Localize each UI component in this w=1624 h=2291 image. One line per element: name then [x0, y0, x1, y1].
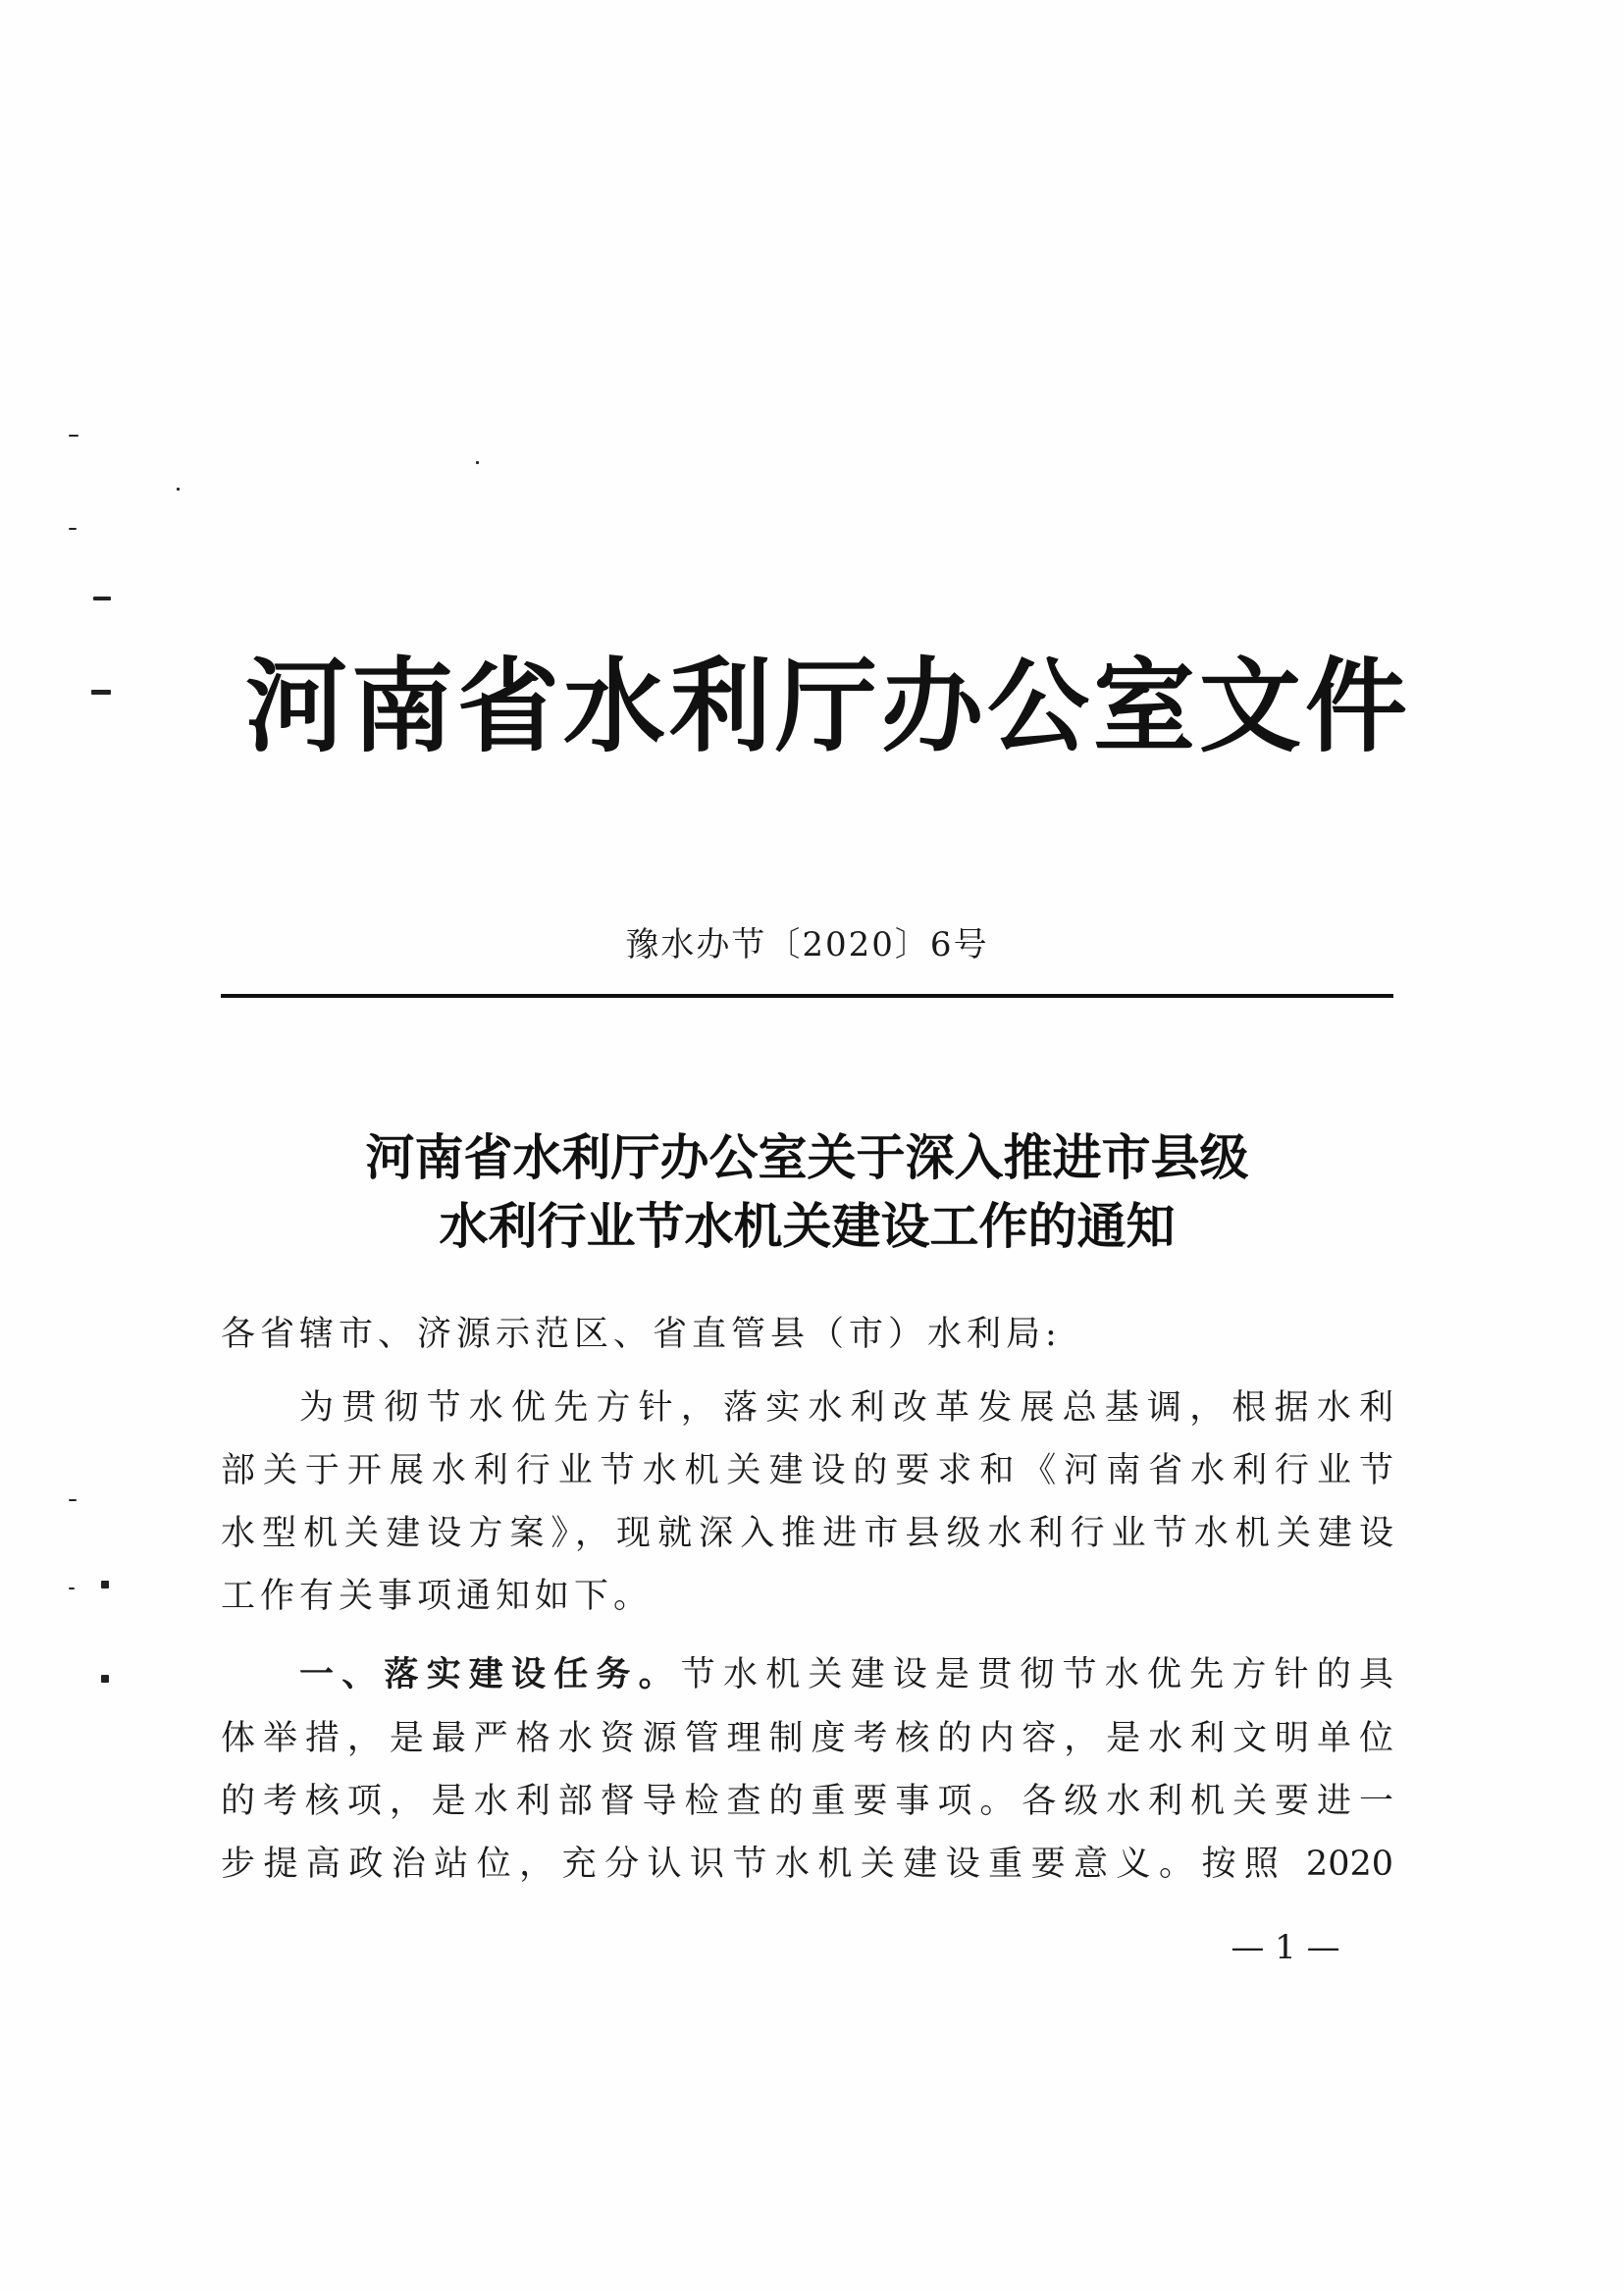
paragraph-line: 的考核项，是水利部督导检查的重要事项。各级水利机关要进一: [221, 1782, 1393, 1821]
document-number: 豫水办节〔2020〕6号: [625, 925, 989, 964]
scan-speck: [101, 1675, 109, 1683]
page-number: — 1 —: [1231, 1928, 1340, 1967]
scan-speck: [476, 461, 479, 464]
paragraph-line: 部关于开展水利行业节水机关建设的要求和《河南省水利行业节: [221, 1451, 1393, 1490]
scan-speck: [101, 1581, 109, 1588]
section-first-line: [299, 1650, 1393, 1699]
paragraph-line: 体举措，是最严格水资源管理制度考核的内容，是水利文明单位: [221, 1719, 1393, 1758]
scan-speck: [177, 488, 180, 491]
document-title-line-1: 河南省水利厅办公室关于深入推进市县级: [365, 1128, 1249, 1186]
section-heading: 一、落实建设任务。: [299, 1654, 681, 1694]
scan-speck: [69, 435, 79, 437]
scan-speck: [91, 690, 111, 695]
scan-speck: [69, 1499, 77, 1501]
scan-speck: [93, 597, 111, 600]
paragraph-line: 水型机关建设方案》，现就深入推进市县级水利行业节水机关建设: [221, 1514, 1393, 1553]
paragraph-line: 步提高政治站位，充分认识节水机关建设重要意义。按照 2020: [221, 1845, 1393, 1884]
scan-speck: [69, 1588, 75, 1589]
issuer-heading: 河南省水利厅办公室文件: [245, 646, 1412, 766]
section-text: 节水机关建设是贯彻节水优先方针的具: [680, 1655, 1393, 1694]
scan-speck: [69, 528, 77, 530]
header-rule: [221, 994, 1393, 998]
document-title-line-2: 水利行业节水机关建设工作的通知: [439, 1197, 1176, 1255]
paragraph-line: 为贯彻节水优先方针，落实水利改革发展总基调，根据水利: [299, 1388, 1393, 1428]
addressee: 各省辖市、济源示范区、省直管县（市）水利局:: [221, 1315, 1062, 1354]
paragraph-line: 工作有关事项通知如下。: [221, 1577, 654, 1616]
